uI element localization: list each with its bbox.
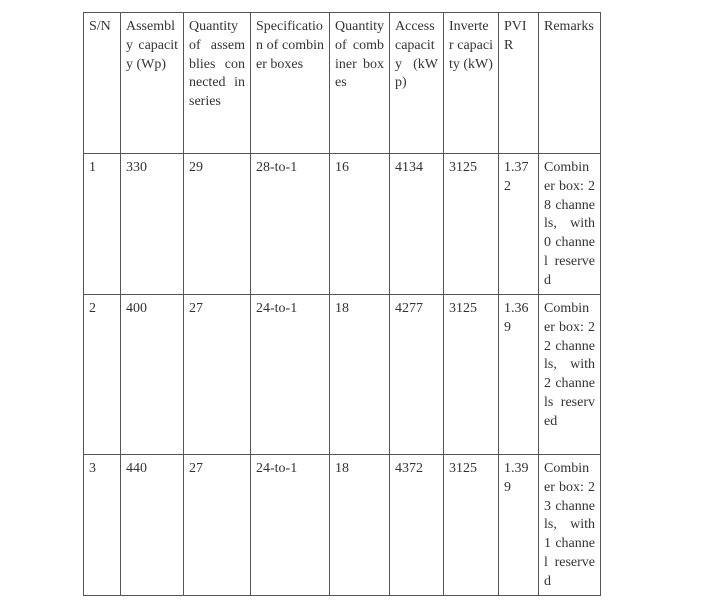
cell-combiner-quantity: 18 [330,295,390,455]
header-quantity-in-series: Quantity of assemblies connected in series [184,13,251,154]
cell-quantity-in-series: 29 [184,154,251,295]
cell-pvir: 1.369 [499,295,539,455]
cell-inverter-capacity: 3125 [444,154,499,295]
cell-access-capacity: 4134 [390,154,444,295]
table-row [84,295,601,455]
cell-combiner-spec: 28-to-1 [251,154,330,295]
cell-remarks: Combiner box: 23 channels, with 1 channel reserved [539,455,601,596]
header-remarks: Remarks [539,13,601,154]
header-combiner-spec: Specification of combiner boxes [251,13,330,154]
cell-assembly-capacity: 400 [121,295,184,455]
cell-access-capacity: 4372 [390,455,444,596]
pv-design-table [83,12,601,596]
header-sn: S/N [84,13,121,154]
cell-assembly-capacity: 330 [121,154,184,295]
cell-quantity-in-series: 27 [184,455,251,596]
header-inverter-capacity: Inverter capacity (kW) [444,13,499,154]
cell-combiner-spec: 24-to-1 [251,455,330,596]
table-row [84,154,601,295]
table-row [84,455,601,596]
cell-combiner-spec: 24-to-1 [251,295,330,455]
cell-sn: 2 [84,295,121,455]
cell-access-capacity: 4277 [390,295,444,455]
cell-inverter-capacity: 3125 [444,295,499,455]
cell-assembly-capacity: 440 [121,455,184,596]
cell-combiner-quantity: 18 [330,455,390,596]
header-pvir: PVIR [499,13,539,154]
cell-sn: 3 [84,455,121,596]
header-access-capacity: Access capacity (kWp) [390,13,444,154]
cell-combiner-quantity: 16 [330,154,390,295]
cell-remarks: Combiner box: 28 channels, with 0 channel reserved [539,154,601,295]
cell-pvir: 1.399 [499,455,539,596]
cell-quantity-in-series: 27 [184,295,251,455]
cell-remarks: Combiner box: 22 channels, with 2 channels reserved [539,295,601,455]
cell-inverter-capacity: 3125 [444,455,499,596]
table-header-row [84,13,601,154]
cell-pvir: 1.372 [499,154,539,295]
header-assembly-capacity: Assembly capacity (Wp) [121,13,184,154]
cell-sn: 1 [84,154,121,295]
header-combiner-quantity: Quantity of combiner boxes [330,13,390,154]
